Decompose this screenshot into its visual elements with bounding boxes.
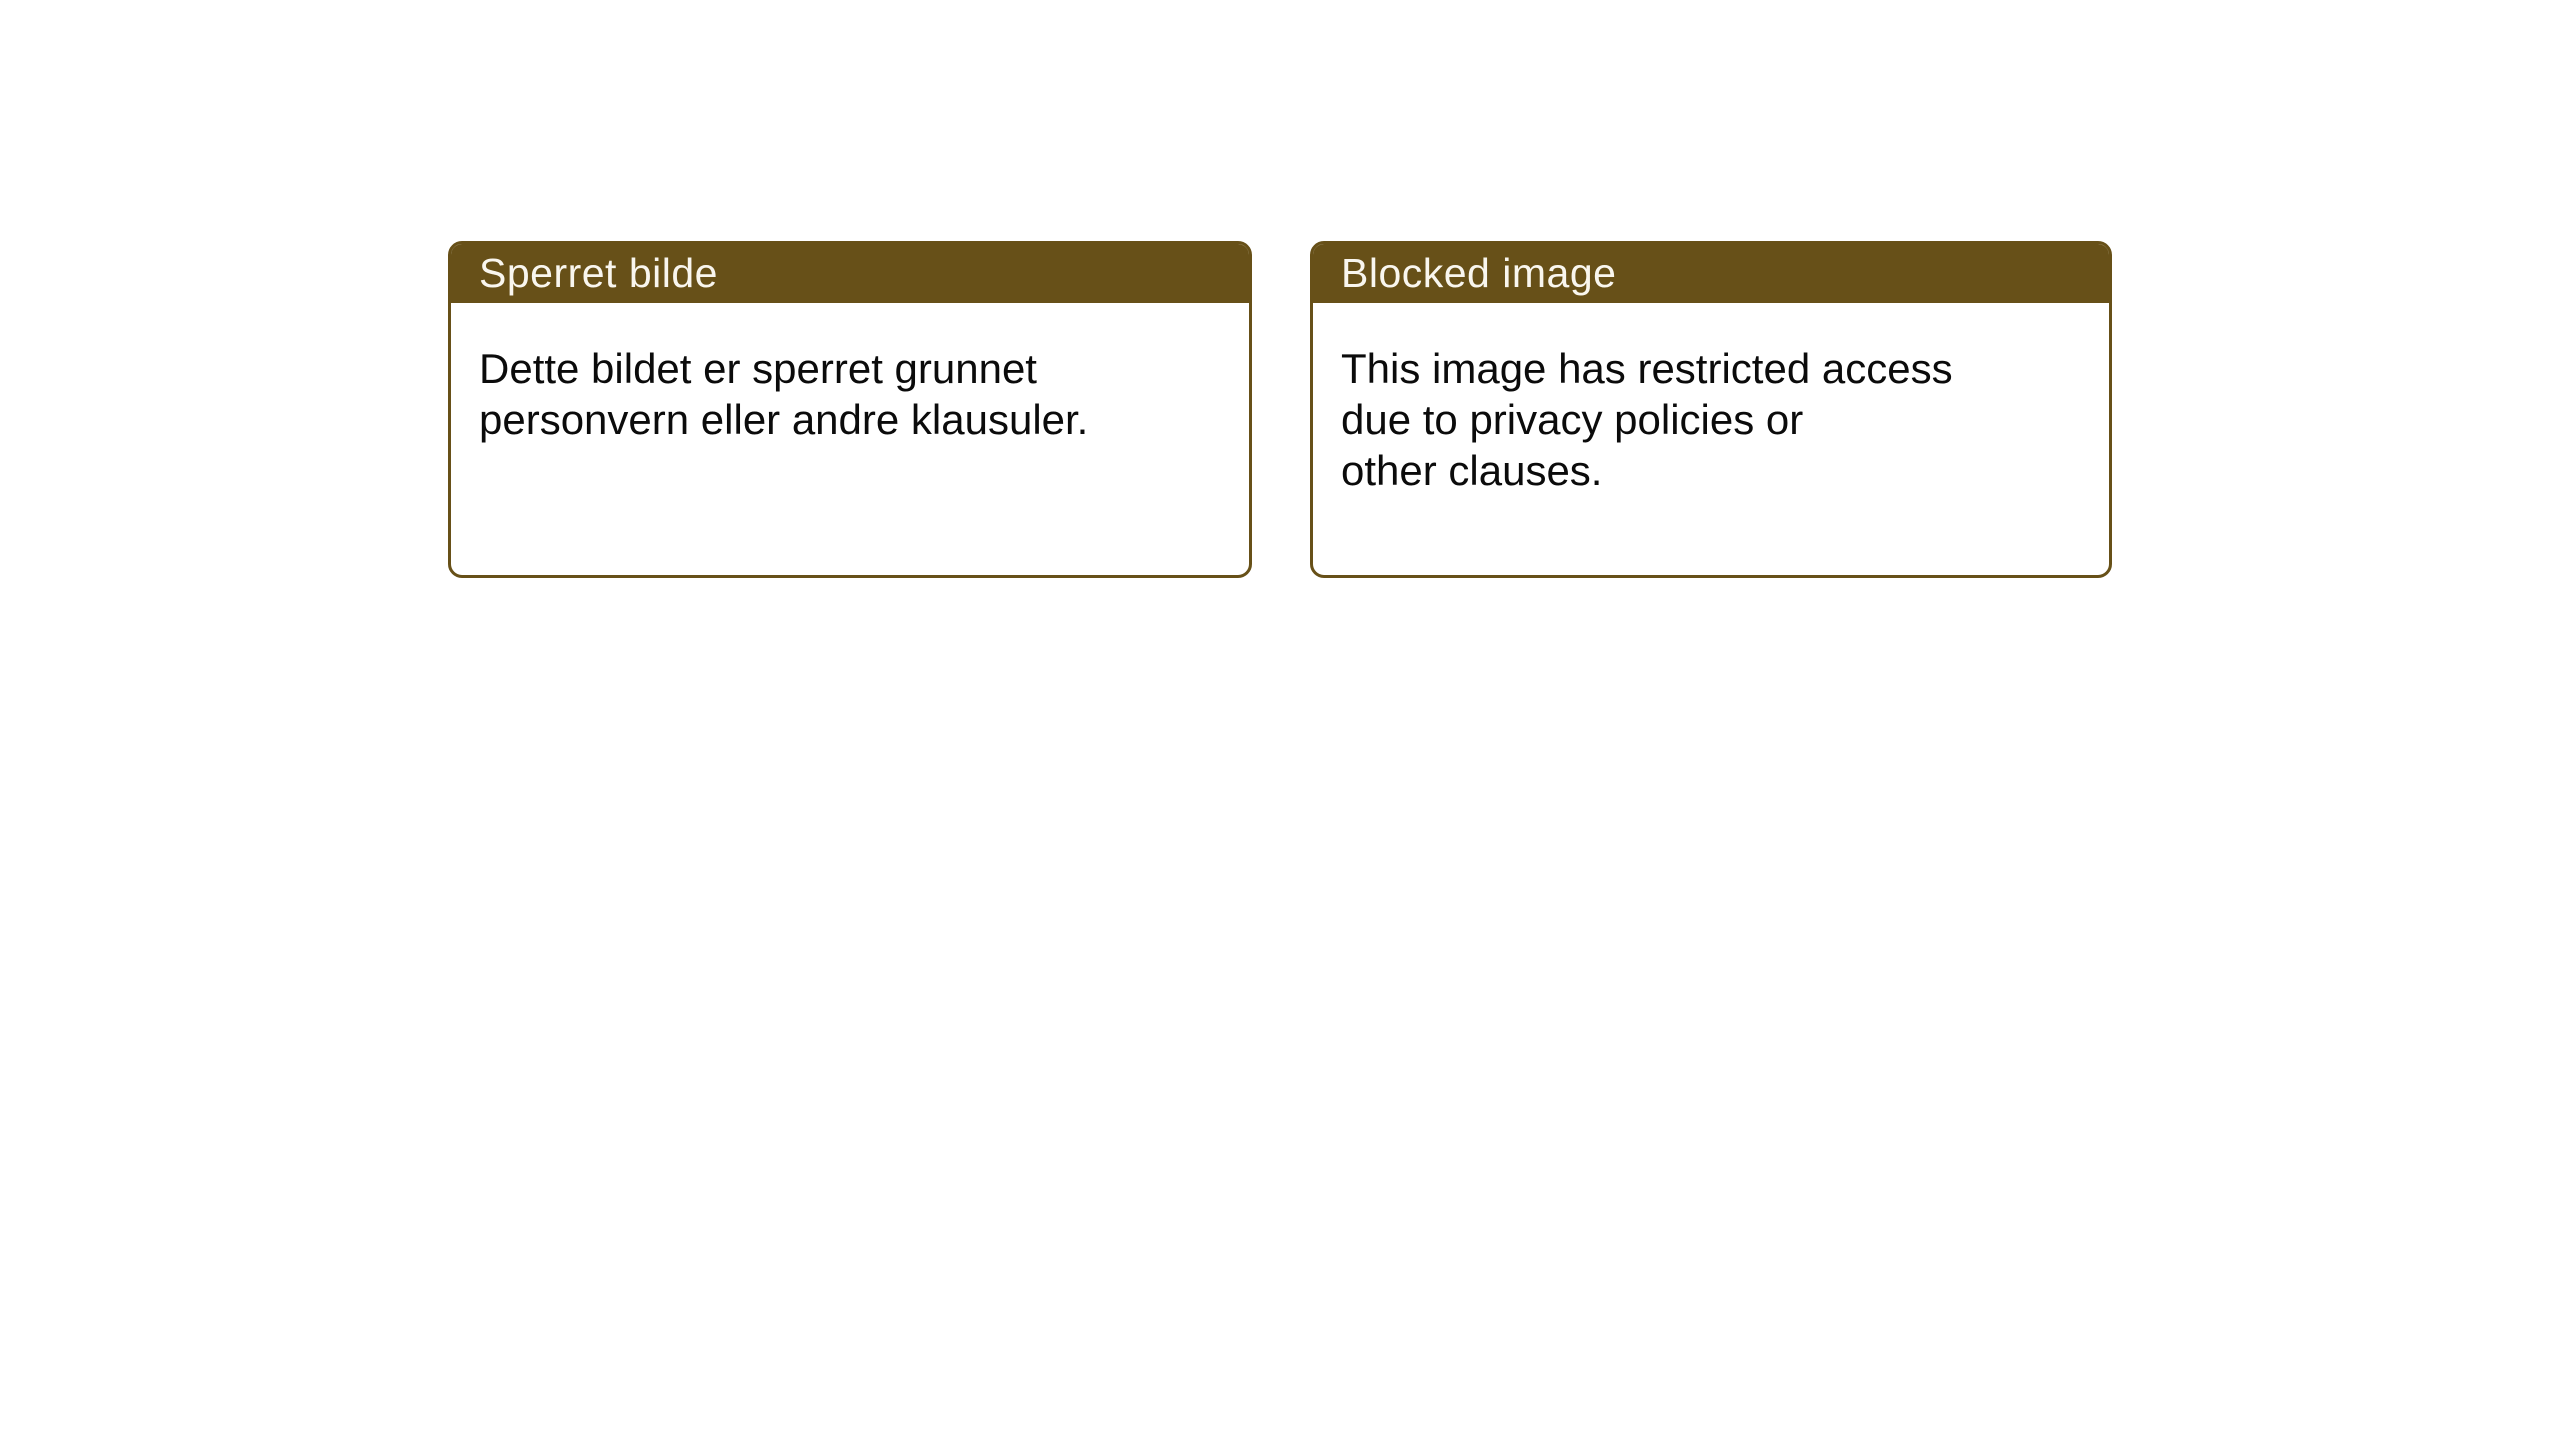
card-title-norwegian: Sperret bilde — [479, 250, 718, 296]
card-header-norwegian — [451, 244, 1249, 303]
blocked-image-card-norwegian — [448, 241, 1252, 578]
body-text-line: other clauses. — [1341, 447, 1603, 494]
body-text-line: personvern eller andre klausuler. — [479, 396, 1089, 443]
card-body-norwegian — [451, 303, 1249, 445]
body-text-line: This image has restricted access — [1341, 345, 1953, 392]
card-body-english — [1313, 303, 2109, 496]
card-title-english: Blocked image — [1341, 250, 1617, 296]
blocked-image-card-english — [1310, 241, 2112, 578]
body-text-line: Dette bildet er sperret grunnet — [479, 345, 1037, 392]
body-text-line: due to privacy policies or — [1341, 396, 1804, 443]
card-header-english — [1313, 244, 2109, 303]
